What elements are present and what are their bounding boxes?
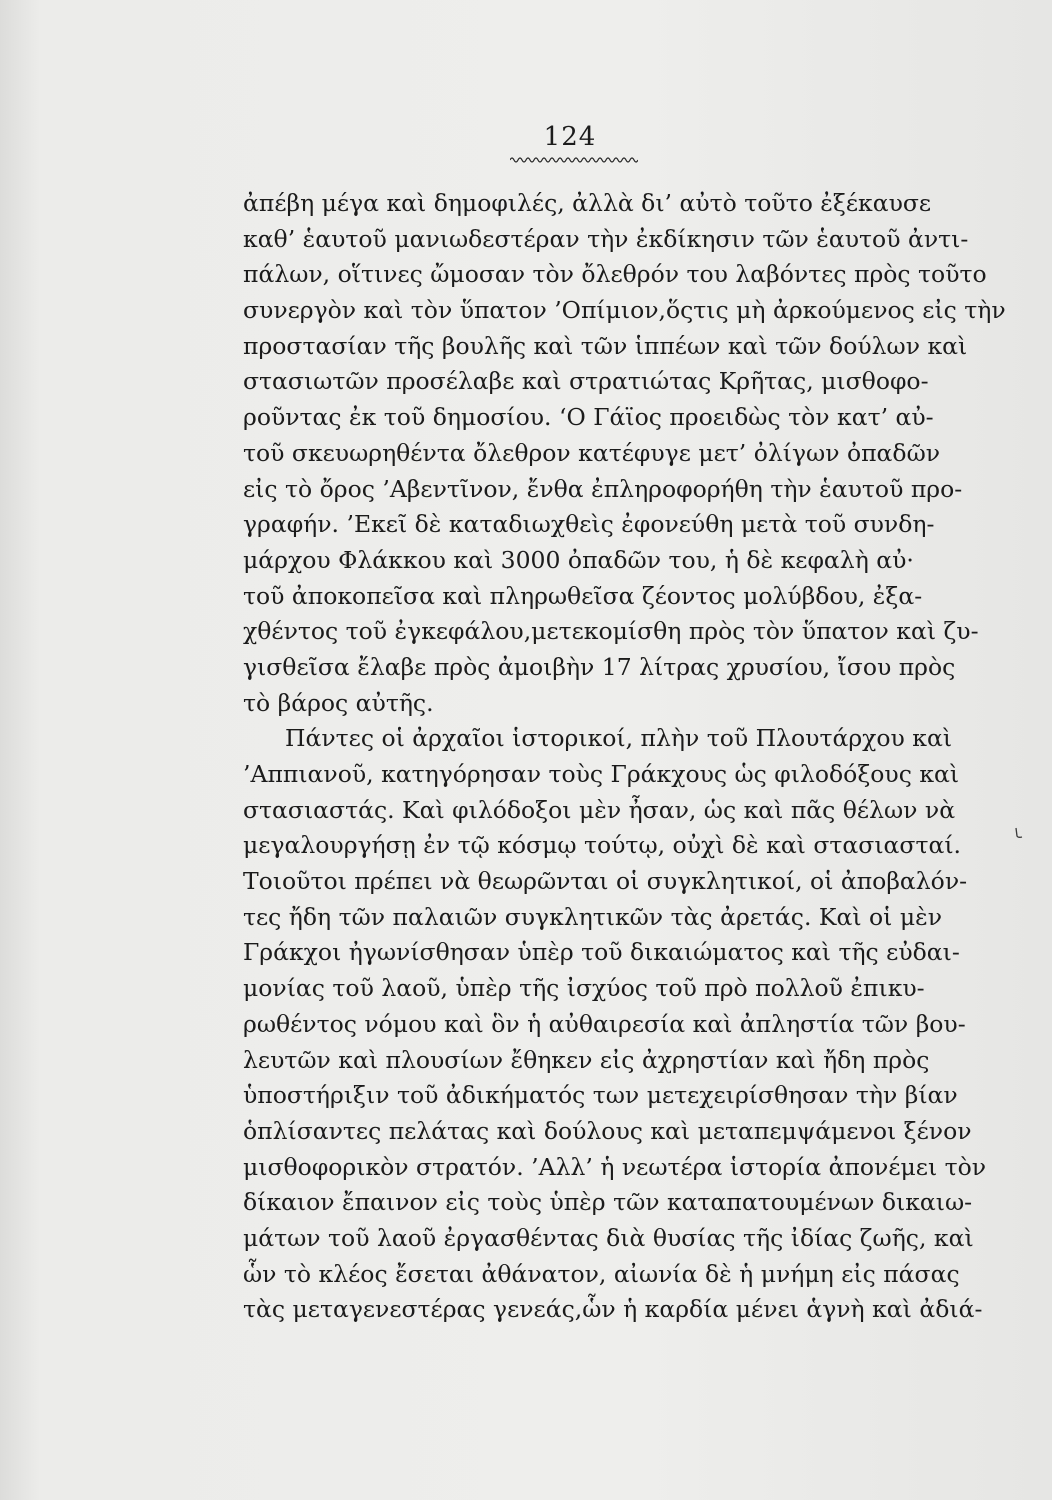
text-line: ὑποστήριξιν τοῦ ἀδικήματός των μετεχειρίσθησαν τὴν βίαν	[243, 1081, 958, 1110]
text-line: λευτῶν καὶ πλουσίων ἔθηκεν εἰς ἀχρηστίαν καὶ ἤδη πρὸς	[243, 1045, 930, 1074]
text-line: συνεργὸν καὶ τὸν ὕπατον ’Οπίμιον,ὅςτις μὴ ἀρκούμενος εἰς τὴν	[243, 296, 1006, 325]
text-line: στασιωτῶν προσέλαβε καὶ στρατιώτας Κρῆτας, μισθοφο-	[243, 367, 929, 396]
text-line: γραφήν. ’Εκεῖ δὲ καταδιωχθεὶς ἐφονεύθη μετὰ τοῦ συνδη-	[243, 510, 935, 539]
text-line: Γράκχοι ἠγωνίσθησαν ὑπὲρ τοῦ δικαιώματος καὶ τῆς εὐδαι-	[243, 938, 960, 967]
text-line: ’Αππιανοῦ, κατηγόρησαν τοὺς Γράκχους ὡς φιλοδόξους καὶ	[243, 760, 960, 788]
text-line: Τοιοῦτοι πρέπει νὰ θεωρῶνται οἱ συγκλητικοί, οἱ ἀποβαλόν-	[243, 867, 968, 896]
text-line: τὸ βάρος αὐτῆς.	[243, 688, 434, 717]
margin-mark-icon	[1013, 826, 1025, 840]
text-line: πάλων, οἵτινες ὤμοσαν τὸν ὄλεθρόν του λαβόντες πρὸς τοῦτο	[243, 260, 987, 289]
text-line: εἰς τὸ ὄρος ’Αβεντῖνον, ἔνθα ἐπληροφορήθη τὴν ἑαυτοῦ προ-	[243, 474, 963, 503]
wavy-rule-ornament	[510, 155, 638, 165]
text-line: μονίας τοῦ λαοῦ, ὑπὲρ τῆς ἰσχύος τοῦ πρὸ πολλοῦ ἐπικυ-	[243, 974, 925, 1003]
text-line: ὧν τὸ κλέος ἔσεται ἀθάνατον, αἰωνία δὲ ἡ μνήμη εἰς πάσας	[243, 1259, 960, 1288]
text-line: ὁπλίσαντες πελάτας καὶ δούλους καὶ μεταπεμψάμενοι ξένον	[243, 1116, 972, 1145]
text-line: χθέντος τοῦ ἐγκεφάλου,μετεκομίσθη πρὸς τὸν ὕπατον καὶ ζυ-	[243, 617, 979, 646]
text-line: Πάντες οἱ ἀρχαῖοι ἱστορικοί, πλὴν τοῦ Πλουτάρχου καὶ	[285, 724, 953, 753]
text-line: καθ’ ἑαυτοῦ μανιωδεστέραν τὴν ἐκδίκησιν τῶν ἑαυτοῦ ἀντι-	[243, 224, 969, 253]
text-line: μεγαλουργήσῃ ἐν τῷ κόσμῳ τούτῳ, οὐχὶ δὲ καὶ στασιασταί.	[243, 831, 962, 860]
text-line: τοῦ ἀποκοπεῖσα καὶ πληρωθεῖσα ζέοντος μολύβδου, ἐξα-	[243, 581, 923, 610]
page-number: 124	[543, 122, 597, 152]
text-line: στασιαστάς. Καὶ φιλόδοξοι μὲν ἦσαν, ὡς καὶ πᾶς θέλων νὰ	[243, 795, 956, 824]
text-line: μισθοφορικὸν στρατόν. ’Αλλ’ ἡ νεωτέρα ἱστορία ἀπονέμει τὸν	[243, 1152, 987, 1181]
text-line: προστασίαν τῆς βουλῆς καὶ τῶν ἱππέων καὶ τῶν δούλων καὶ	[243, 331, 968, 360]
text-line: μάτων τοῦ λαοῦ ἐργασθέντας διὰ θυσίας τῆς ἰδίας ζωῆς, καὶ	[243, 1223, 974, 1252]
body-text	[243, 186, 1006, 1328]
text-line: ρωθέντος νόμου καὶ ὃν ἡ αὐθαιρεσία καὶ ἀπληστία τῶν βου-	[243, 1009, 966, 1038]
text-line: τες ἤδη τῶν παλαιῶν συγκλητικῶν τὰς ἀρετάς. Καὶ οἱ μὲν	[243, 902, 943, 931]
text-line: δίκαιον ἔπαινον εἰς τοὺς ὑπὲρ τῶν καταπατουμένων δικαιω-	[243, 1188, 973, 1217]
text-line: ἀπέβη μέγα καὶ δημοφιλές, ἀλλὰ δι’ αὐτὸ τοῦτο ἐξέκαυσε	[243, 189, 932, 217]
text-line: τοῦ σκευωρηθέντα ὄλεθρον κατέφυγε μετ’ ὀλίγων ὀπαδῶν	[243, 438, 941, 467]
text-line: τὰς μεταγενεστέρας γενεάς,ὧν ἡ καρδία μένει ἁγνὴ καὶ ἀδιά-	[243, 1295, 983, 1324]
text-line: μάρχου Φλάκκου καὶ 3000 ὀπαδῶν του, ἡ δὲ κεφαλὴ αὐ·	[243, 545, 914, 574]
text-line: ροῦντας ἐκ τοῦ δημοσίου. ‘Ο Γάϊος προειδὼς τὸν κατ’ αὐ-	[243, 403, 934, 432]
text-line: γισθεῖσα ἔλαβε πρὸς ἀμοιβὴν 17 λίτρας χρυσίου, ἴσου πρὸς	[243, 652, 956, 681]
